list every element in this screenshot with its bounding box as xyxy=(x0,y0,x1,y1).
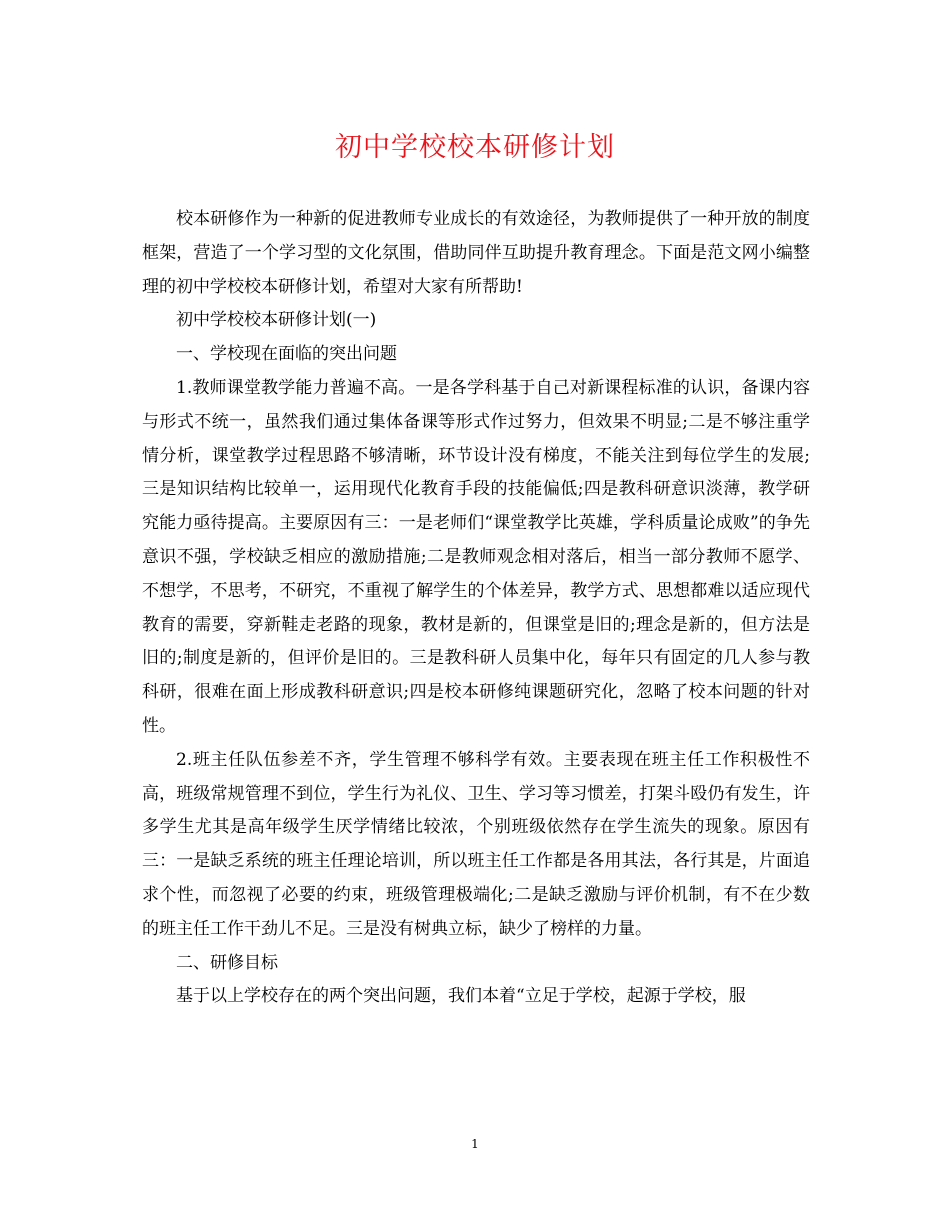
body-paragraph: 2.班主任队伍参差不齐，学生管理不够科学有效。主要表现在班主任工作积极性不高，班级常规管理不到位，学生行为礼仪、卫生、学习等习惯差，打架斗殴仍有发生，许多学生尤其是高年级学生厌学情绪比较浓，个别班级依然存在学生流失的现象。原因有三：一是缺乏系统的班主任理论培训，所以班主任工作都是各用其法，各行其是，片面追求个性，而忽视了必要的约束，班级管理极端化;二是缺乏激励与评价机制，有不在少数的班主任工作干劲儿不足。三是没有树典立标，缺少了榜样的力量。 xyxy=(142,749,810,939)
section-heading: 一、学校现在面临的突出问题 xyxy=(176,344,397,365)
body-paragraph: 1.教师课堂教学能力普遍不高。一是各学科基于自己对新课程标准的认识，备课内容与形式不统一，虽然我们通过集体备课等形式作过努力，但效果不明显;二是不够注重学情分析，课堂教学过程思路不够清晰，环节设计没有梯度，不能关注到每位学生的发展;三是知识结构比较单一，运用现代化教育手段的技能偏低;四是教科研意识淡薄，教学研究能力亟待提高。主要原因有三：一是老师们“课堂教学比英雄，学科质量论成败”的争先意识不强，学校缺乏相应的激励措施;二是教师观念相对落后，相当一部分教师不愿学、不想学，不思考，不研究，不重视了解学生的个体差异，教学方式、思想都难以适应现代教育的需要，穿新鞋走老路的现象，教材是新的，但课堂是旧的;理念是新的，但方法是旧的;制度是新的，但评价是旧的。三是教科研人员集中化，每年只有固定的几人参与教科研，很难在面上形成教科研意识;四是校本研修纯课题研究化，忽略了校本问题的针对性。 xyxy=(142,377,810,736)
document-title: 初中学校校本研修计划 xyxy=(335,132,615,163)
page-number: 1 xyxy=(471,1137,479,1151)
intro-paragraph: 校本研修作为一种新的促进教师专业成长的有效途径，为教师提供了一种开放的制度框架，营造了一个学习型的文化氛围，借助同伴互助提升教育理念。下面是范文网小编整理的初中学校校本研修计划，希望对大家有所帮助! xyxy=(142,209,810,297)
body-paragraph: 基于以上学校存在的两个突出问题，我们本着“立足于学校，起源于学校，服 xyxy=(176,986,746,1007)
document-body xyxy=(142,203,810,1014)
plan-heading: 初中学校校本研修计划(一) xyxy=(176,310,377,331)
section-heading: 二、研修目标 xyxy=(176,952,278,973)
